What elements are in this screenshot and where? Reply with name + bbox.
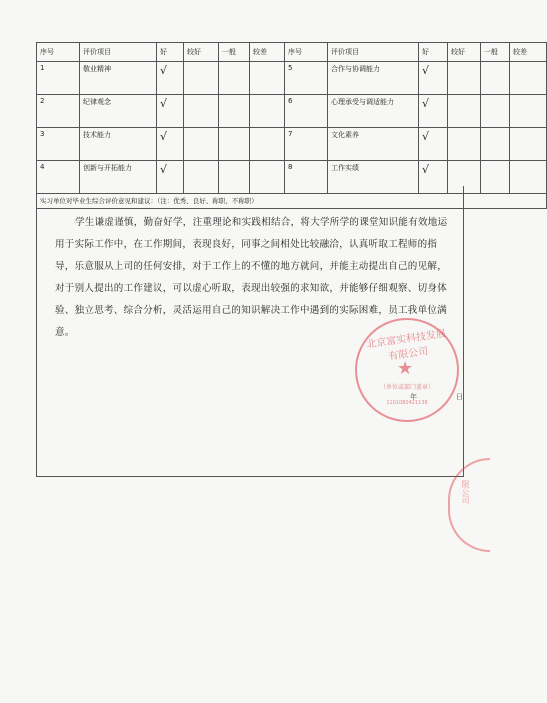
check-mark: √	[419, 62, 448, 95]
empty-cell	[250, 62, 285, 95]
empty-cell	[250, 128, 285, 161]
row-no: 3	[37, 128, 80, 161]
header-average-2: 一般	[481, 43, 510, 62]
row-no-2: 6	[285, 95, 328, 128]
check-mark: √	[419, 128, 448, 161]
date-month-mark: 年	[410, 393, 417, 401]
seal-company-name: 北京富实科技发展有限公司	[365, 328, 447, 363]
empty-cell	[184, 128, 219, 161]
header-fairly-good-2: 较好	[448, 43, 481, 62]
row-no-2: 7	[285, 128, 328, 161]
company-seal	[355, 318, 459, 422]
empty-cell	[184, 62, 219, 95]
empty-cell	[219, 128, 250, 161]
empty-cell	[481, 128, 510, 161]
row-item-2: 文化素养	[328, 128, 419, 161]
edge-seal-text: 限公司	[461, 480, 470, 504]
header-no: 序号	[37, 43, 80, 62]
header-poor-2: 较差	[510, 43, 547, 62]
empty-cell	[184, 95, 219, 128]
evaluation-note: 实习单位对毕业生综合评价意见和建议：（注：优秀、良好、称职、不称职）	[37, 194, 547, 209]
empty-cell	[510, 128, 547, 161]
header-no-2: 序号	[285, 43, 328, 62]
header-fairly-good: 较好	[184, 43, 219, 62]
check-mark: √	[419, 161, 448, 194]
seal-subtitle: （单位或部门盖章）	[379, 384, 434, 391]
row-no-2: 5	[285, 62, 328, 95]
row-item: 纪律观念	[80, 95, 157, 128]
row-item-2: 合作与协调能力	[328, 62, 419, 95]
row-no: 1	[37, 62, 80, 95]
empty-cell	[448, 128, 481, 161]
table-row	[37, 95, 547, 128]
row-item-2: 心理承受与调适能力	[328, 95, 419, 128]
row-item: 技术能力	[80, 128, 157, 161]
empty-cell	[219, 62, 250, 95]
check-mark: √	[157, 128, 184, 161]
header-average: 一般	[219, 43, 250, 62]
row-item: 创新与开拓能力	[80, 161, 157, 194]
seal-star-icon: ★	[397, 358, 414, 379]
empty-cell	[481, 62, 510, 95]
date-day-mark: 日	[456, 393, 463, 401]
check-mark: √	[157, 62, 184, 95]
evaluation-text: 学生谦虚谨慎，勤奋好学，注重理论和实践相结合，将大学所学的课堂知识能有效地运用于实际工作中，在工作期间，表现良好，同事之间相处比较融洽，认真听取工程师的指导，乐意服从上司的任何安排，对于工作上的不懂的地方就问，并能主动提出自己的见解，对于别人提出的工作建议，可以虚心听取，表现出较强的求知欲，并能够仔细观察、切身体验、独立思考、综合分析，灵活运用自己的知识解决工作中遇到的实际困难，员工我单位满意。	[55, 217, 448, 338]
check-mark: √	[157, 95, 184, 128]
empty-cell	[448, 95, 481, 128]
row-no-2: 8	[285, 161, 328, 194]
row-item: 敬业精神	[80, 62, 157, 95]
header-poor: 较差	[250, 43, 285, 62]
empty-cell	[481, 161, 510, 194]
empty-cell	[250, 95, 285, 128]
empty-cell	[481, 95, 510, 128]
header-item: 评价项目	[80, 43, 157, 62]
empty-cell	[510, 95, 547, 128]
empty-cell	[448, 62, 481, 95]
row-item-2: 工作实绩	[328, 161, 419, 194]
header-item-2: 评价项目	[328, 43, 419, 62]
evaluation-table	[36, 42, 547, 209]
empty-cell	[219, 95, 250, 128]
row-no: 4	[37, 161, 80, 194]
table-row	[37, 62, 547, 95]
table-row	[37, 128, 547, 161]
empty-cell	[510, 62, 547, 95]
check-mark: √	[419, 95, 448, 128]
header-good: 好	[157, 43, 184, 62]
header-good-2: 好	[419, 43, 448, 62]
row-no: 2	[37, 95, 80, 128]
empty-cell	[510, 161, 547, 194]
table-header-row	[37, 43, 547, 62]
check-mark: √	[157, 161, 184, 194]
seal-number: 1101082421138	[386, 400, 428, 406]
